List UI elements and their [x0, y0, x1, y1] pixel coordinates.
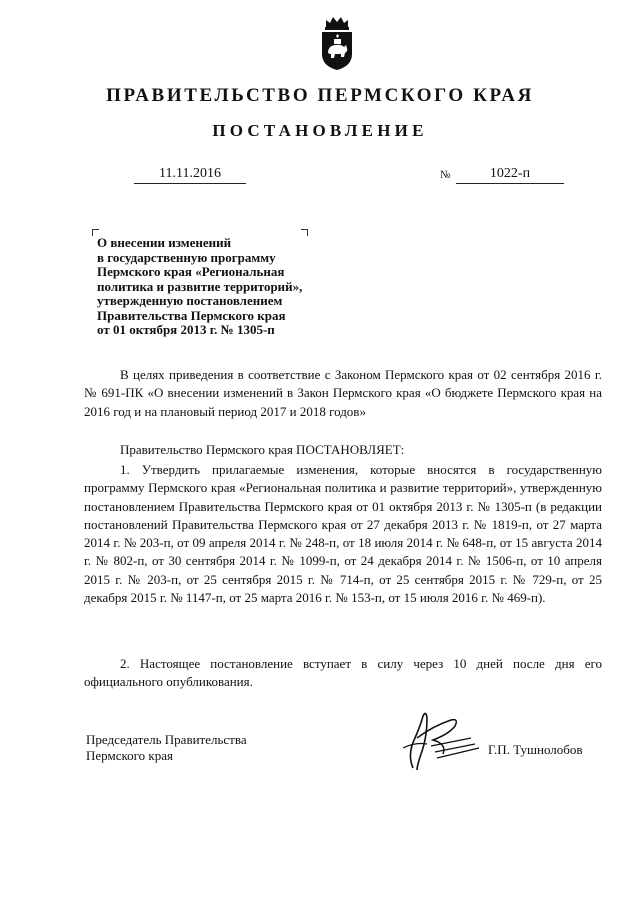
resolution-paragraph: Правительство Пермского края ПОСТАНОВЛЯЕТ: [120, 442, 405, 457]
document-subject [97, 236, 337, 338]
subject-corner-mark-right [301, 229, 308, 236]
signatory-title-line: Пермского края [86, 748, 173, 763]
government-name: ПРАВИТЕЛЬСТВО ПЕРМСКОГО КРАЯ [106, 85, 534, 106]
handwritten-signature-icon [393, 708, 493, 772]
signatory-title-line: Председатель Правительства [86, 732, 247, 747]
document-number: 1022-п [489, 166, 531, 181]
signatory-name: Г.П. Тушнолобов [488, 742, 583, 757]
date-underline [134, 183, 246, 184]
number-underline [456, 183, 564, 184]
subject-line: Правительства Пермского края [97, 307, 286, 323]
document-date: 11.11.2016 [159, 166, 221, 181]
subject-line: О внесении изменений [97, 235, 232, 250]
document-number-field [456, 166, 564, 184]
subject-line: политика и развитие территорий», [97, 278, 303, 294]
perm-krai-coat-of-arms-icon [317, 14, 357, 72]
preamble-paragraph: В целях приведения в соответствие с Законом Пермского края от 02 сентября 2016 г. № 691-ПК «О внесении изменений в Закон Пермского края «О бюджете Пермского края на 2016 год и на плановый период 2017 и 2018 годов» [84, 367, 602, 419]
subject-line: в государственную программу [97, 249, 276, 265]
subject-line: от 01 октября 2013 г. № 1305-п [97, 322, 275, 337]
document-date-field [134, 166, 246, 184]
subject-line: Пермского края «Региональная [97, 264, 285, 279]
clause-2-paragraph: 2. Настоящее постановление вступает в силу через 10 дней после дня его официального опубликования. [84, 656, 602, 690]
signatory-title [86, 732, 247, 764]
subject-line: утвержденную постановлением [97, 293, 283, 308]
clause-1-paragraph: 1. Утвердить прилагаемые изменения, которые вносятся в государственную программу Пермского края «Региональная политика и развитие территорий», утвержденную постановлением Правительства Пермского края от 01 октября 2013 г. № 1305-п (в редакции постановлений Правительства Пермского края от 27 декабря 2013 г. № 1819-п, от 27 марта 2014 г. № 203-п, от 09 апреля 2014 г. № 248-п, от 18 июля 2014 г. № 648-п, от 15 августа 2014 г. № 802-п, от 30 сентября 2014 г. № 1099-п, от 24 декабря 2014 г. № 1506-п, от 10 апреля 2015 г. № 203-п, от 25 сентября 2015 г. № 714-п, от 25 сентября 2015 г. № 729-п, от 25 декабря 2015 г. № 1147-п, от 25 марта 2016 г. № 153-п, от 15 июля 2016 г. № 469-п). [84, 462, 602, 606]
document-type: ПОСТАНОВЛЕНИЕ [212, 121, 428, 140]
number-label: № [440, 169, 451, 181]
